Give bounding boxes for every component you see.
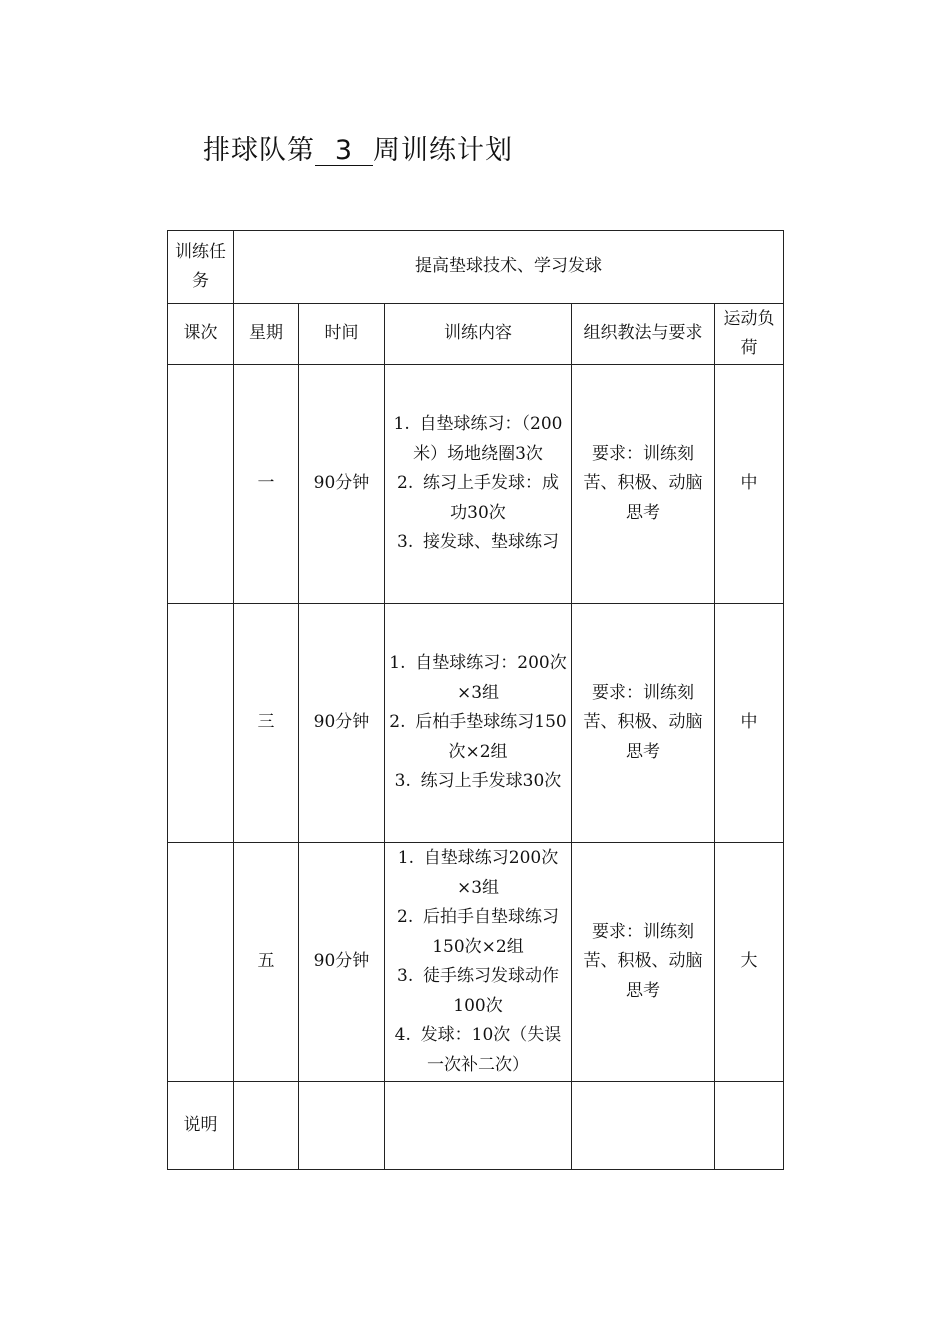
header-method: 组织教法与要求 [572, 304, 715, 365]
list-item: 3. 徒手练习发球动作100次 [397, 966, 559, 1016]
header-load: 运动负荷 [715, 304, 784, 365]
task-content: 提高垫球技术、学习发球 [234, 231, 784, 304]
lesson-cell [168, 365, 234, 604]
list-item: 1. 自垫球练习200次×3组 [397, 848, 559, 898]
content-cell [385, 604, 572, 843]
content-cell [385, 365, 572, 604]
note-row [168, 1082, 784, 1170]
load-cell: 中 [715, 365, 784, 604]
note-cell [715, 1082, 784, 1170]
requirement-cell: 要求：训练刻苦、积极、动脑思考 [572, 365, 715, 604]
document-title [203, 128, 513, 167]
requirement-cell: 要求：训练刻苦、积极、动脑思考 [572, 604, 715, 843]
note-cell [234, 1082, 299, 1170]
weekday-cell: 一 [234, 365, 299, 604]
content-cell [385, 843, 572, 1082]
content-list [389, 410, 567, 558]
table-row [168, 843, 784, 1082]
training-plan-table [167, 230, 784, 1170]
requirement-cell: 要求：训练刻苦、积极、动脑思考 [572, 843, 715, 1082]
note-cell [572, 1082, 715, 1170]
task-label: 训练任务 [168, 231, 234, 304]
header-time: 时间 [299, 304, 385, 365]
weekday-cell: 三 [234, 604, 299, 843]
table-row [168, 604, 784, 843]
duration-cell: 90分钟 [299, 365, 385, 604]
weekday-cell: 五 [234, 843, 299, 1082]
list-item: 2. 练习上手发球：成功30次 [397, 473, 559, 523]
list-item: 4. 发球：10次（失误一次补二次） [394, 1025, 562, 1075]
week-number: 3 [315, 137, 373, 166]
duration-cell: 90分钟 [299, 843, 385, 1082]
title-prefix: 排球队第 [203, 135, 315, 166]
header-row [168, 304, 784, 365]
note-label: 说明 [168, 1082, 234, 1170]
list-item: 1. 自垫球练习：（200米）场地绕圈3次 [393, 414, 563, 464]
note-cell [299, 1082, 385, 1170]
load-cell: 中 [715, 604, 784, 843]
note-cell [385, 1082, 572, 1170]
load-cell: 大 [715, 843, 784, 1082]
list-item: 3. 接发球、垫球练习 [397, 532, 559, 553]
header-lesson: 课次 [168, 304, 234, 365]
duration-cell: 90分钟 [299, 604, 385, 843]
content-list [389, 844, 567, 1080]
table-row [168, 365, 784, 604]
header-content: 训练内容 [385, 304, 572, 365]
title-suffix: 周训练计划 [373, 135, 513, 166]
list-item: 1. 自垫球练习：200次×3组 [389, 653, 567, 703]
lesson-cell [168, 604, 234, 843]
list-item: 3. 练习上手发球30次 [394, 771, 562, 792]
list-item: 2. 后拍手自垫球练习150次×2组 [397, 907, 559, 957]
content-list [389, 649, 567, 797]
header-weekday: 星期 [234, 304, 299, 365]
list-item: 2. 后柏手垫球练习150次×2组 [389, 712, 567, 762]
task-row [168, 231, 784, 304]
lesson-cell [168, 843, 234, 1082]
